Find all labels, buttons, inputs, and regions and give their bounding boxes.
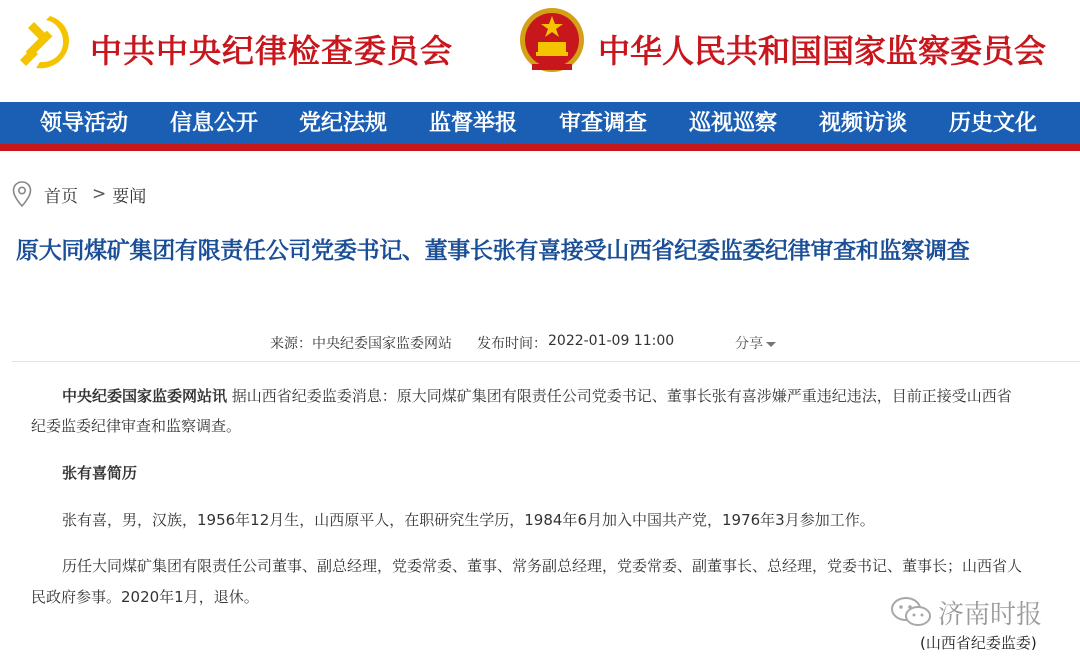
- site-header: [0, 0, 1080, 102]
- breadcrumb-separator: >: [92, 184, 107, 204]
- caret-down-icon: [766, 342, 776, 347]
- breadcrumb-home[interactable]: 首页: [44, 186, 78, 207]
- share-label: 分享: [735, 336, 763, 352]
- publish-time-label: 发布时间：: [477, 336, 547, 352]
- main-nav: [0, 102, 1080, 144]
- site-title-ccdi: 中共中央纪律检查委员会: [90, 32, 454, 70]
- nav-item-leadership[interactable]: 领导活动: [40, 110, 129, 136]
- breadcrumb-current[interactable]: 要闻: [112, 186, 147, 207]
- party-emblem-icon: [12, 10, 76, 74]
- resume-paragraph-2-line-2: 民政府参事。2020年1月，退休。: [31, 588, 259, 606]
- nav-item-video-interview[interactable]: 视频访谈: [819, 110, 908, 136]
- source-label: 来源：: [270, 336, 312, 352]
- nav-item-info-disclosure[interactable]: 信息公开: [170, 110, 259, 136]
- meta-divider: [12, 361, 1080, 362]
- nav-divider: [0, 144, 1080, 151]
- lead-paragraph-line-1: [62, 384, 1012, 409]
- nav-item-history-culture[interactable]: 历史文化: [949, 110, 1038, 136]
- lead-source-bold: 中央纪委国家监委网站讯: [62, 387, 228, 405]
- article-title: 原大同煤矿集团有限责任公司党委书记、董事长张有喜接受山西省纪委监委纪律审查和监察调查: [16, 238, 970, 264]
- lead-text-2: 纪委监委纪律审查和监察调查。: [31, 417, 242, 435]
- publish-time-value: 2022-01-09 11:00: [548, 333, 675, 349]
- resume-paragraph-1: 张有喜，男，汉族，1956年12月生，山西原平人，在职研究生学历，1984年6月加入中国共产党，1976年3月参加工作。: [62, 511, 875, 529]
- nav-item-party-rules[interactable]: 党纪法规: [299, 110, 388, 136]
- watermark-source: (山西省纪委监委): [920, 634, 1037, 652]
- source-value: 中央纪委国家监委网站: [312, 336, 452, 352]
- share-button[interactable]: [735, 333, 776, 353]
- national-emblem-icon: [518, 6, 586, 76]
- watermark-name: 济南时报: [938, 600, 1043, 630]
- resume-paragraph-2-line-1: 历任大同煤矿集团有限责任公司董事、副总经理，党委常委、董事、常务副总经理，党委常委、副董事长、总经理，党委书记、董事长；山西省人: [62, 557, 1023, 575]
- nav-item-inspection[interactable]: 巡视巡察: [689, 110, 778, 136]
- location-pin-icon: [12, 181, 32, 207]
- lead-text-1: 据山西省纪委监委消息：原大同煤矿集团有限责任公司党委书记、董事长张有喜涉嫌严重违纪违法，目前正接受山西省: [231, 387, 1012, 405]
- nav-item-supervision-report[interactable]: 监督举报: [429, 110, 518, 136]
- nav-item-investigation[interactable]: 审查调查: [559, 110, 648, 136]
- breadcrumb: [12, 180, 146, 208]
- site-title-nsc: 中华人民共和国国家监察委员会: [598, 32, 1047, 70]
- wechat-icon: [890, 596, 932, 628]
- resume-heading: 张有喜简历: [62, 464, 138, 482]
